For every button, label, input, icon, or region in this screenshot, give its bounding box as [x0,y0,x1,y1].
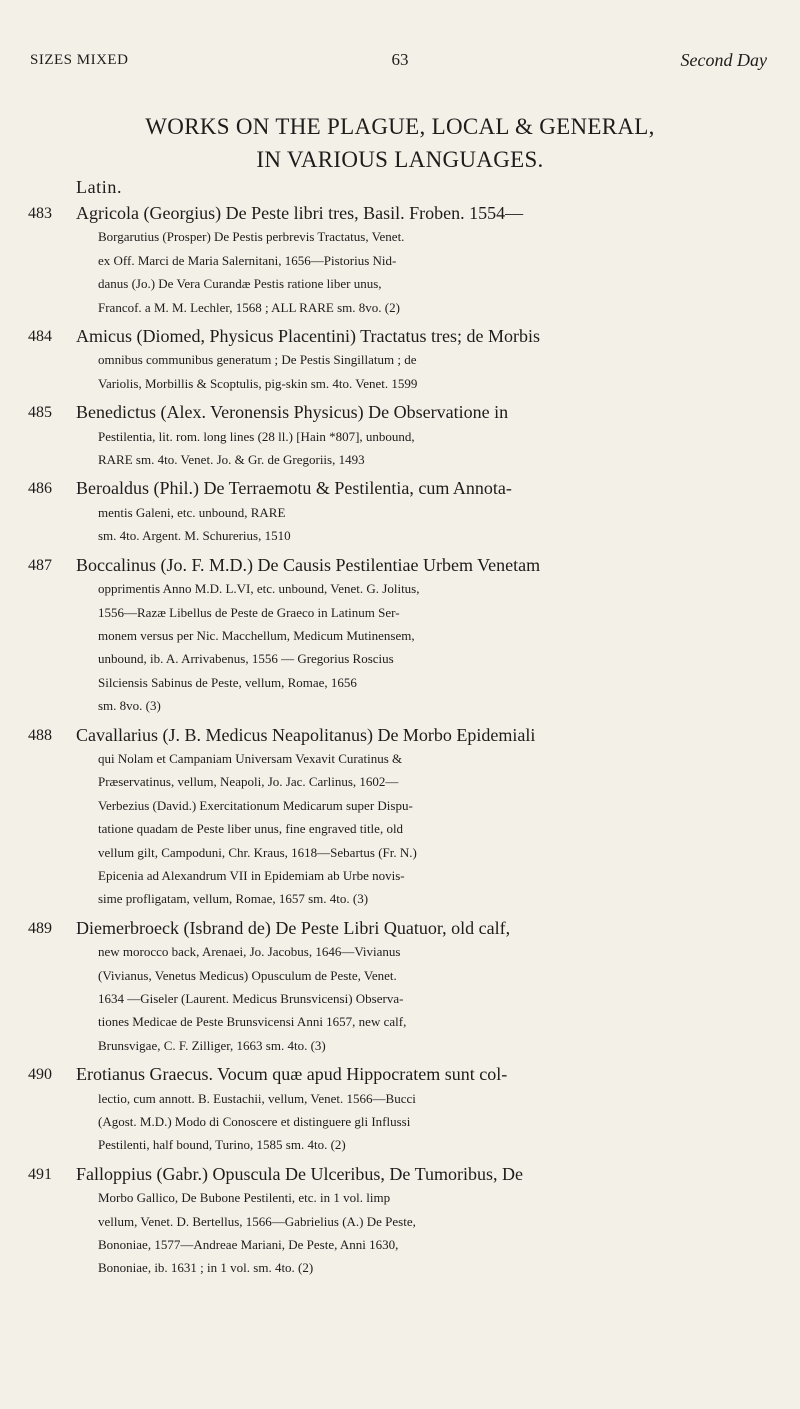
entry-line: monem versus per Nic. Macchellum, Medicum Mutinensem, [98,627,415,643]
entry-text [76,477,760,547]
entry-text [76,554,760,718]
entry-line: tatione quadam de Peste liber unus, fine engraved title, old [98,821,404,837]
entry-line: Morbo Gallico, De Bubone Pestilenti, etc. in 1 vol. limp [98,1190,391,1206]
lot-number: 484 [28,328,52,346]
entry-line: Borgarutius (Prosper) De Pestis perbrevis Tractatus, Venet. [98,229,405,245]
lot-number: 488 [28,726,52,744]
running-head-left: SIZES MIXED [30,52,129,68]
catalogue-entry [0,1163,760,1280]
entry-line: Amicus (Diomed, Physicus Placentini) Tractatus tres; de Morbis [76,326,540,347]
lot-number: 487 [28,556,52,574]
entry-line: Diemerbroeck (Isbrand de) De Peste Libri Quatuor, old calf, [76,917,511,938]
entry-text [76,325,760,395]
entry-line: vellum, Venet. D. Bertellus, 1566—Gabrielius (A.) De Peste, [98,1213,416,1229]
entry-line: Bononiae, ib. 1631 ; in 1 vol. sm. 4to. (2) [98,1260,314,1276]
lot-number: 490 [28,1066,52,1084]
entry-text [76,202,760,319]
entry-text [76,1063,760,1157]
entry-line: tiones Medicae de Peste Brunsvicensi Anni 1657, new calf, [98,1014,407,1030]
entry-line: Benedictus (Alex. Veronensis Physicus) De Observatione in [76,402,509,423]
entry-line: Variolis, Morbillis & Scoptulis, pig-skin sm. 4to. Venet. 1599 [98,375,418,391]
entry-line: Epicenia ad Alexandrum VII in Epidemiam ab Urbe novis- [98,867,405,883]
entry-line: (Vivianus, Venetus Medicus) Opusculum de Peste, Venet. [98,967,397,983]
running-head-right: Second Day [680,50,767,70]
entry-line: Erotianus Graecus. Vocum quæ apud Hippocratem sunt col- [76,1064,508,1085]
entry-line: Francof. a M. M. Lechler, 1568 ; ALL RARE sm. 8vo. (2) [98,299,400,315]
catalogue-entry [0,554,760,718]
section-heading: Latin. [76,177,123,197]
catalogue-entry [0,401,760,471]
entry-line: Brunsvigae, C. F. Zilliger, 1663 sm. 4to. (3) [98,1037,326,1053]
entry-line: Silciensis Sabinus de Peste, vellum, Romae, 1656 [98,674,357,690]
entry-line: sime profligatam, vellum, Romae, 1657 sm. 4to. (3) [98,891,369,907]
entry-line: Verbezius (David.) Exercitationum Medicarum super Dispu- [98,797,413,813]
page-title [0,110,800,176]
catalogue-entry [0,325,760,395]
catalogue-entry [0,724,760,911]
entry-line: vellum gilt, Campoduni, Chr. Kraus, 1618—Sebartus (Fr. N.) [98,844,417,860]
title-line-2: IN VARIOUS LANGUAGES. [256,147,544,172]
entry-line: opprimentis Anno M.D. L.VI, etc. unbound, Venet. G. Jolitus, [98,581,420,597]
entry-line: Cavallarius (J. B. Medicus Neapolitanus) De Morbo Epidemiali [76,724,536,745]
entry-line: (Agost. M.D.) Modo di Conoscere et distinguere gli Influssi [98,1114,411,1130]
lot-number: 491 [28,1165,52,1183]
entry-text [76,1163,760,1280]
lot-number: 486 [28,480,52,498]
entry-line: lectio, cum annott. B. Eustachii, vellum, Venet. 1566—Bucci [98,1090,416,1106]
catalogue-entry [0,202,760,319]
entry-line: sm. 8vo. (3) [98,698,161,714]
catalogue-entry [0,1063,760,1157]
entry-line: mentis Galeni, etc. unbound, RARE [98,504,286,520]
entry-list [0,202,800,1286]
entry-line: danus (Jo.) De Vera Curandæ Pestis ratione liber unus, [98,276,382,292]
entry-line: Pestilenti, half bound, Turino, 1585 sm. 4to. (2) [98,1137,346,1153]
lot-number: 483 [28,205,52,222]
entry-text [76,917,760,1057]
entry-line: Bononiae, 1577—Andreae Mariani, De Peste, Anni 1630, [98,1237,399,1253]
entry-line: 1634 —Giseler (Laurent. Medicus Brunsvicensi) Observa- [98,991,404,1006]
entry-line: ex Off. Marci de Maria Salernitani, 1656—Pistorius Nid- [98,252,397,268]
catalogue-entry [0,477,760,547]
lot-number: 485 [28,404,52,422]
entry-line: 1556—Razæ Libellus de Peste de Graeco in Latinum Ser- [98,604,400,620]
entry-line: Falloppius (Gabr.) Opuscula De Ulceribus, De Tumoribus, De [76,1163,523,1184]
lot-number: 489 [28,919,52,937]
entry-line: unbound, ib. A. Arrivabenus, 1556 — Gregorius Roscius [98,651,394,667]
entry-line: Beroaldus (Phil.) De Terraemotu & Pestilentia, cum Annota- [76,478,512,499]
entry-text [76,401,760,471]
catalogue-entry [0,917,760,1057]
entry-line: Boccalinus (Jo. F. M.D.) De Causis Pestilentiae Urbem Venetam [76,554,541,575]
entry-line: qui Nolam et Campaniam Universam Vexavit Curatinus & [98,750,403,766]
entry-text [76,724,760,911]
entry-line: Agricola (Georgius) De Peste libri tres, Basil. Froben. 1554— [76,203,524,223]
entry-line: Præservatinus, vellum, Neapoli, Jo. Jac. Carlinus, 1602— [98,774,399,790]
page-number: 63 [391,50,409,69]
entry-line: new morocco back, Arenaei, Jo. Jacobus, 1646—Vivianus [98,944,401,960]
entry-line: sm. 4to. Argent. M. Schurerius, 1510 [98,528,291,544]
title-line-1: WORKS ON THE PLAGUE, LOCAL & GENERAL, [145,114,655,139]
entry-line: omnibus communibus generatum ; De Pestis Singillatum ; de [98,352,417,368]
entry-line: Pestilentia, lit. rom. long lines (28 ll.) [Hain *807], unbound, [98,428,415,444]
entry-line: RARE sm. 4to. Venet. Jo. & Gr. de Gregoriis, 1493 [98,452,365,468]
